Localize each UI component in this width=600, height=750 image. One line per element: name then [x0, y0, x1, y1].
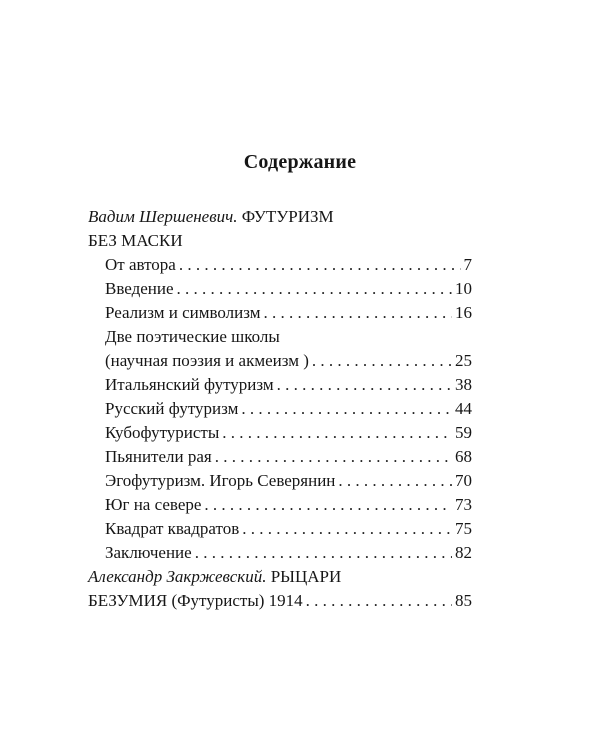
toc-entry-page: 38: [455, 375, 472, 394]
toc-entry-label: БЕЗУМИЯ (Футуристы) 1914: [88, 591, 303, 610]
toc-entry-page: 10: [455, 279, 472, 298]
toc-entry: [105, 541, 472, 565]
dot-leader: [312, 349, 452, 373]
dot-leader: [306, 589, 452, 613]
toc-entry: [105, 517, 472, 541]
toc-entry-label: От автора: [105, 255, 176, 274]
toc-entry-label: Введение: [105, 279, 174, 298]
toc-entry-page: 59: [455, 423, 472, 442]
dot-leader: [177, 277, 452, 301]
dot-leader: [242, 517, 452, 541]
toc-entry: [105, 349, 472, 373]
toc-entry-page: 75: [455, 519, 472, 538]
toc-entry-page: 85: [455, 591, 472, 610]
page-title: Содержание: [243, 151, 357, 173]
toc-entry-label: Реализм и символизм: [105, 303, 261, 322]
toc-entry: [105, 397, 472, 421]
section-heading-line-1: [88, 565, 472, 589]
dot-leader: [241, 397, 452, 421]
toc-entry-page: 70: [455, 471, 472, 490]
toc-entry-label: Итальянский футуризм: [105, 375, 274, 394]
work-title: ФУТУРИЗМ: [241, 207, 334, 226]
toc-entry-label: (научная поэзия и акмеизм ): [105, 351, 309, 370]
section-heading-line-1: [88, 205, 472, 229]
work-title: РЫЦАРИ: [270, 567, 342, 586]
toc-entry-page: 25: [455, 351, 472, 370]
toc-entry: [88, 589, 472, 613]
dot-leader: [179, 253, 461, 277]
toc-entry: [105, 493, 472, 517]
toc-entry: [105, 445, 472, 469]
toc-entry-page: 16: [455, 303, 472, 322]
toc-entry: [105, 469, 472, 493]
toc-entry-page: 68: [455, 447, 472, 466]
author-name: Вадим Шершеневич.: [88, 207, 238, 226]
toc-entry-label: Кубофутуристы: [105, 423, 220, 442]
dot-leader: [338, 469, 452, 493]
toc-entry-label: Юг на севере: [105, 495, 202, 514]
toc-entry: [105, 301, 472, 325]
toc-entry-page: 44: [455, 399, 472, 418]
toc-entry: [105, 253, 472, 277]
toc-entry: [105, 277, 472, 301]
author-name: Александр Закржевский.: [88, 567, 267, 586]
dot-leader: [277, 373, 452, 397]
dot-leader: [204, 493, 452, 517]
toc-entry-label: Эгофутуризм. Игорь Северянин: [105, 471, 336, 490]
toc-entry: [105, 421, 472, 445]
dot-leader: [264, 301, 453, 325]
toc-entry-label: Квадрат квадратов: [105, 519, 240, 538]
dot-leader: [195, 541, 452, 565]
toc-entry-page: 82: [455, 543, 472, 562]
toc-entry-page: 7: [463, 255, 472, 274]
toc-entry-label-line-1: Две поэтические школы: [105, 327, 280, 346]
toc-section-shershenevich: [88, 205, 472, 565]
toc-entry-label: Пьянители рая: [105, 447, 212, 466]
dot-leader: [222, 421, 452, 445]
toc-entry-label: Русский футуризм: [105, 399, 239, 418]
toc-entry-page: 73: [455, 495, 472, 514]
dot-leader: [215, 445, 452, 469]
toc-section-zakrzhevsky: [88, 565, 472, 613]
section-heading-line-2: БЕЗ МАСКИ: [88, 231, 183, 250]
toc-entry: [105, 373, 472, 397]
toc-entry-label: Заключение: [105, 543, 192, 562]
